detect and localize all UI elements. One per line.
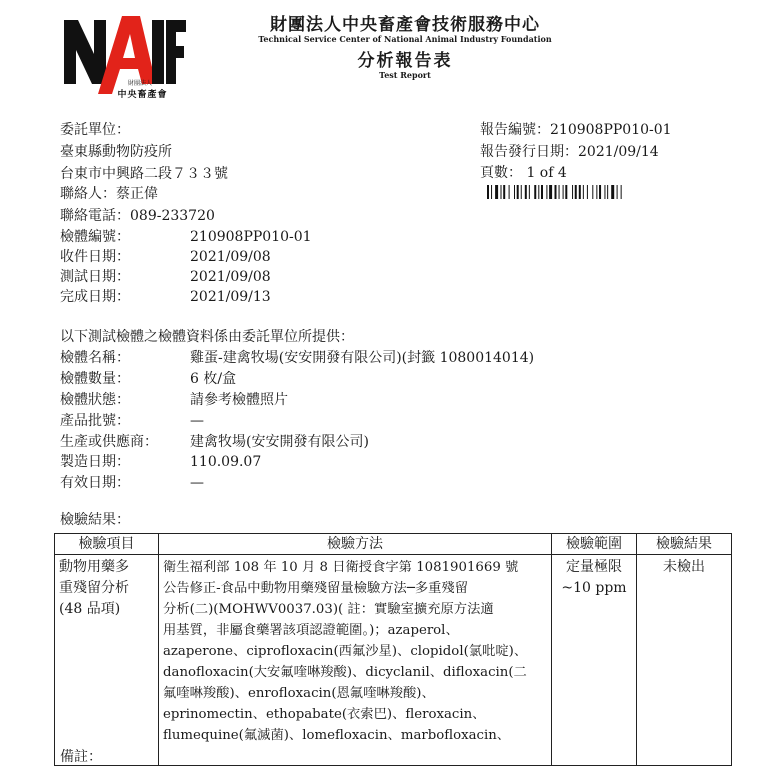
field-value: 建禽牧場(安安開發有限公司) — [190, 434, 369, 450]
field-value: 210908PP010-01 — [190, 229, 312, 245]
report-number: 報告編號：210908PP010-01 — [480, 122, 672, 138]
provided-intro: 以下測試檢體之檢體資料係由委託單位所提供： — [60, 329, 354, 345]
client-contact: 聯絡人：蔡正偉 — [60, 186, 158, 202]
method-line: danofloxacin(大安氟喹啉羧酸)、dicyclanil、difloxacin(二 — [163, 665, 527, 680]
field-value: 2021/09/08 — [190, 269, 271, 285]
table-row — [55, 555, 732, 766]
field-label: 檢體狀態： — [60, 392, 130, 408]
client-address: 台東市中興路二段７３３號 — [60, 166, 228, 182]
test-item-line: 重殘留分析 — [59, 580, 129, 596]
method-line: azaperone、ciprofloxacin(西氟沙星)、clopidol(氯吡啶)、 — [163, 644, 528, 659]
barcode — [487, 185, 670, 199]
method-line: 公告修正-食品中動物用藥殘留量檢驗方法─多重殘留 — [163, 581, 469, 596]
method-line: 用基質，非屬食藥署該項認證範圍。)；azaperol、 — [163, 623, 459, 638]
client-phone: 聯絡電話：089-233720 — [60, 208, 215, 224]
range-line: 定量極限 — [566, 559, 622, 575]
sample-info-row — [60, 227, 130, 247]
field-label: 檢體編號： — [60, 229, 130, 245]
sample-info-row — [60, 287, 130, 307]
test-item-line: 動物用藥多 — [59, 559, 129, 575]
column-header: 檢驗方法 — [159, 534, 552, 555]
field-value: — — [190, 413, 204, 429]
field-value: 雞蛋-建禽牧場(安安開發有限公司)(封籤 1080014014) — [190, 350, 535, 366]
report-pages: 頁數： 1 of 4 — [480, 165, 567, 181]
logo-subtitle: 中央畜產會 — [117, 90, 168, 100]
report-issue-date: 報告發行日期：2021/09/14 — [480, 144, 659, 160]
field-value: 請參考檢體照片 — [190, 392, 288, 408]
sample-info-row — [60, 247, 130, 267]
field-label: 產品批號： — [60, 413, 130, 429]
range-line: ~10 ppm — [561, 580, 627, 596]
field-value: 2021/09/08 — [190, 249, 271, 265]
field-label: 完成日期： — [60, 289, 130, 305]
method-line: eprinomectin、ethopabate(衣索巴)、fleroxacin、 — [163, 707, 486, 722]
test-range-cell — [552, 555, 637, 766]
method-line: 氟喹啉羧酸)、enrofloxacin(恩氟喹啉羧酸)、 — [163, 686, 435, 701]
test-item-line: (48 品項) — [59, 601, 121, 617]
method-line: 分析(二)(MOHWV0037.03)( 註：實驗室擴充原方法適 — [163, 602, 494, 617]
field-label: 檢體數量： — [60, 371, 130, 387]
test-result: 未檢出 — [663, 559, 705, 575]
method-line: flumequine(氟滅菌)、lomefloxacin、marbofloxacin、 — [163, 728, 511, 743]
field-value: 2021/09/13 — [190, 289, 271, 305]
test-method-cell — [159, 555, 552, 766]
field-label: 有效日期： — [60, 475, 130, 491]
logo-subtitle-small: 財團法人 — [127, 80, 152, 87]
client-name: 臺東縣動物防疫所 — [60, 144, 172, 160]
field-label: 製造日期： — [60, 454, 130, 470]
field-label: 收件日期： — [60, 249, 130, 265]
field-label: 測試日期： — [60, 269, 130, 285]
results-table — [54, 533, 732, 766]
sample-info-row — [60, 267, 130, 287]
org-name-zh: 財團法人中央畜產會技術服務中心 — [270, 15, 540, 35]
results-heading: 檢驗結果： — [60, 512, 130, 528]
table-header-row — [55, 534, 732, 555]
column-header: 檢驗結果 — [637, 534, 732, 555]
column-header: 檢驗項目 — [55, 534, 159, 555]
remarks-label: 備註： — [60, 749, 102, 765]
method-line: 衛生福利部 108 年 10 月 8 日衛授食字第 1081901669 號 — [163, 560, 519, 575]
field-value: — — [190, 475, 204, 491]
field-label: 檢體名稱： — [60, 350, 130, 366]
report-title-en: Test Report — [379, 70, 431, 80]
field-value: 6 枚/盒 — [190, 371, 237, 387]
field-value: 110.09.07 — [190, 454, 262, 470]
report-title-zh: 分析報告表 — [357, 51, 453, 71]
column-header: 檢驗範圍 — [552, 534, 637, 555]
test-result-cell — [637, 555, 732, 766]
field-label: 生產或供應商： — [60, 434, 158, 450]
test-item-cell — [55, 555, 159, 766]
org-name-en: Technical Service Center of National Animal Industry Foundation — [258, 34, 552, 44]
client-label: 委託單位： — [60, 122, 130, 138]
